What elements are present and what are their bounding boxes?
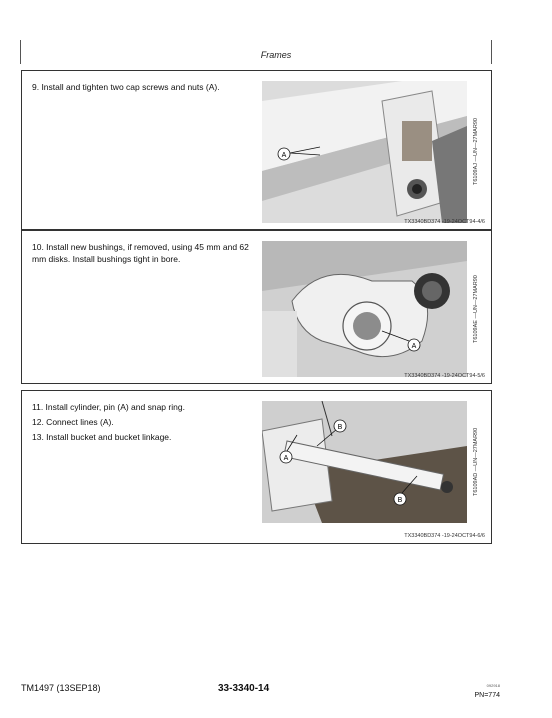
bushing-bore-illustration <box>262 241 467 377</box>
step-photo <box>262 401 467 523</box>
reference-code: TX3340BD374 -19-24OCT94-5/6 <box>404 373 485 379</box>
callout-label: A <box>283 455 289 462</box>
reference-code: TX3340BD374 -19-24OCT94-6/6 <box>404 533 485 539</box>
callout-label: A <box>281 152 287 159</box>
pn-number: PN=774 <box>474 692 500 699</box>
step-panel-10 <box>21 230 492 384</box>
boom-weld-illustration <box>262 81 467 223</box>
instruction-line: 13. Install bucket and bucket linkage. <box>32 432 172 442</box>
callout-label: A <box>411 343 417 350</box>
instruction-line: 10. Install new bushings, if removed, using 45 mm and 62 <box>32 242 249 252</box>
step-instructions <box>32 81 257 96</box>
instruction-line: 11. Install cylinder, pin (A) and snap ring. <box>32 402 185 412</box>
callout-label: B <box>337 424 343 431</box>
page-number: 33-3340-14 <box>218 683 270 694</box>
instruction-line: mm disks. Install bushings tight in bore. <box>32 254 181 264</box>
step-instructions <box>32 241 257 268</box>
step-photo <box>262 241 467 377</box>
figure-code: T6109AE —UN—27MAR90 <box>473 275 479 343</box>
instruction-line: 9. Install and tighten two cap screws and nuts (A). <box>32 82 220 92</box>
figure-code: T6109AD —UN—27MAR90 <box>473 427 479 497</box>
step-instructions <box>32 401 257 446</box>
manual-id: TM1497 (13SEP18) <box>21 683 101 693</box>
step-photo <box>262 81 467 223</box>
cylinder-install-illustration <box>262 401 467 523</box>
figure-code: T6109AJ —UN—27MAR90 <box>473 118 479 186</box>
step-panel-11-13 <box>21 390 492 544</box>
instruction-line: 12. Connect lines (A). <box>32 417 114 427</box>
footer-code: 092918 <box>486 683 500 688</box>
reference-code: TX3340BD374 -19-24OCT94-4/6 <box>404 219 485 225</box>
page-title: Frames <box>260 50 292 60</box>
callout-label: B <box>397 497 403 504</box>
step-panel-9 <box>21 70 492 230</box>
